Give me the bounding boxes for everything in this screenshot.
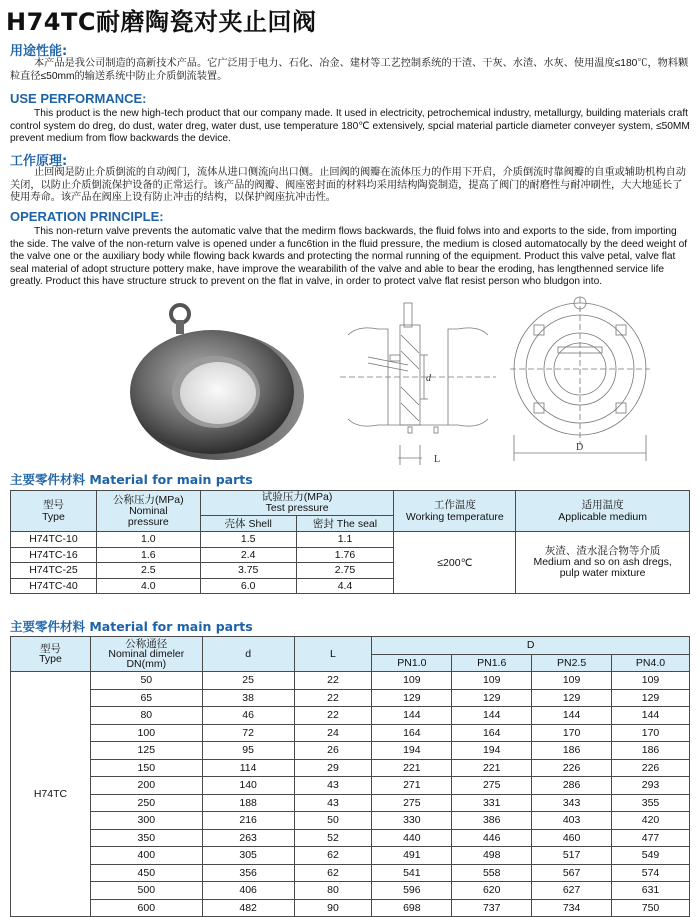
table-row [11,899,690,917]
th-L: L [294,637,372,672]
cell: 50 [294,812,372,830]
cell: 109 [612,672,690,690]
dim-d-label: d [426,373,431,384]
table-row [11,689,690,707]
cell: 450 [90,864,202,882]
cell: 477 [612,829,690,847]
cell: 80 [90,707,202,725]
th-applicable-medium: 适用温度 Applicable medium [516,491,690,532]
cell-medium: 灰渣、渣水混合物等介质 Medium and so on ash dregs, pulp water mixture [516,532,690,594]
cell: 226 [612,759,690,777]
valve-front-drawing [500,295,660,465]
th-test-pressure: 试验压力(MPa) Test pressure [200,491,394,516]
cell: 109 [372,672,452,690]
cell: 558 [452,864,532,882]
cell: 62 [294,864,372,882]
th-nominal-diameter: 公称通径 Nominal dimeler DN(mm) [90,637,202,672]
cell: 574 [612,864,690,882]
cell: 1.76 [296,547,394,563]
th-working-temperature: 工作温度 Working temperature [394,491,516,532]
cell: 43 [294,777,372,795]
cell: 140 [202,777,294,795]
table-row [11,847,690,865]
cell: 406 [202,882,294,900]
principle-heading-cn: 工作原理: [10,154,68,169]
cell: 38 [202,689,294,707]
cell: 734 [532,899,612,917]
cell: 90 [294,899,372,917]
cell: 293 [612,777,690,795]
cell: 194 [372,742,452,760]
page-title: H74TC耐磨陶瓷对夹止回阀 [6,8,317,36]
th-pn10: PN1.0 [372,654,452,672]
cell: 517 [532,847,612,865]
cell: 263 [202,829,294,847]
use-heading-en: USE PERFORMANCE: [10,91,147,106]
cell: 144 [532,707,612,725]
cell: 216 [202,812,294,830]
th-shell: 壳体 Shell [200,516,296,532]
cell: 22 [294,689,372,707]
cell: 129 [532,689,612,707]
cell: 482 [202,899,294,917]
cell: 164 [452,724,532,742]
valve-section-drawing [338,295,498,465]
cell: 186 [612,742,690,760]
cell: 22 [294,672,372,690]
th-type: 型号 Type [11,491,97,532]
cell: 100 [90,724,202,742]
cell: 275 [372,794,452,812]
cell: 144 [612,707,690,725]
cell: 129 [612,689,690,707]
cell: 129 [372,689,452,707]
cell: 72 [202,724,294,742]
cell: 164 [372,724,452,742]
cell: H74TC-40 [11,578,97,594]
cell: 221 [372,759,452,777]
cell: 440 [372,829,452,847]
table-row [11,812,690,830]
table-row [11,777,690,795]
cell: 109 [532,672,612,690]
cell: 186 [532,742,612,760]
cell: 26 [294,742,372,760]
cell: 275 [452,777,532,795]
cell: 50 [90,672,202,690]
cell: 737 [452,899,532,917]
cell: 541 [372,864,452,882]
dim-L-label: L [434,454,441,465]
table-row [11,882,690,900]
table-row [11,672,690,690]
cell: 420 [612,812,690,830]
th-pn40: PN4.0 [612,654,690,672]
th-nominal-pressure: 公称压力(MPa) Nominal pressure [96,491,200,532]
cell: 627 [532,882,612,900]
cell: 2.75 [296,563,394,579]
cell: 750 [612,899,690,917]
cell-type: H74TC [11,672,91,917]
cell: 400 [90,847,202,865]
th-D: D [372,637,690,655]
pressure-table [10,490,690,594]
cell: 200 [90,777,202,795]
th-seal: 密封 The seal [296,516,394,532]
table-row [11,829,690,847]
cell: 226 [532,759,612,777]
cell: 170 [532,724,612,742]
cell: 596 [372,882,452,900]
cell: 125 [90,742,202,760]
cell: 300 [90,812,202,830]
use-text-cn: 本产品是我公司制造的高新技术产品。它广泛用于电力、石化、冶金、建材等工艺控制系统的干渣、干灰、水渣、水灰、使用温度≤180℃，物料颗粒直径≤50mm的输送系统中防止介质倒流装置。 [10,58,689,82]
cell: 114 [202,759,294,777]
cell: 24 [294,724,372,742]
cell: 620 [452,882,532,900]
table-row [11,794,690,812]
cell: 355 [612,794,690,812]
cell: 4.0 [96,578,200,594]
cell: 170 [612,724,690,742]
cell: 500 [90,882,202,900]
valve-photo [128,300,328,462]
cell: 698 [372,899,452,917]
principle-heading-en: OPERATION PRINCIPLE: [10,209,164,224]
cell: 144 [452,707,532,725]
cell: H74TC-16 [11,547,97,563]
cell: 549 [612,847,690,865]
cell: 65 [90,689,202,707]
cell: 129 [452,689,532,707]
cell: 305 [202,847,294,865]
cell: 52 [294,829,372,847]
use-text-en: This product is the new high-tech product that our company made. It used in electricity, petrochemical industry, metallurgy, building materials craft control system do dreg, do dust, water dreg, water dust, use temperature 180℃ extensively, spcial material particle diameter conveyer system, ≤50MM prevent medium from flow backwards the device. [10,108,690,144]
cell: 350 [90,829,202,847]
cell-temperature: ≤200℃ [394,532,516,594]
cell: 150 [90,759,202,777]
cell: 6.0 [200,578,296,594]
dimension-table [10,636,690,917]
cell: 600 [90,899,202,917]
cell: 2.4 [200,547,296,563]
use-heading-cn: 用途性能: [10,44,68,59]
table2-title: 主要零件材料 Material for main parts [10,619,253,634]
dim-D-label: D [576,442,584,453]
cell: 3.75 [200,563,296,579]
cell: 286 [532,777,612,795]
principle-text-cn: 止回阀是防止介质倒流的自动阀门，流体从进口侧流向出口侧。止回阀的阀瓣在流体压力的作用下开启，介质倒流时靠阀瓣的自重或辅助机构自动关闭，以防止介质倒流保护设备的正常运行。该产品的阀瓣、阀座密封面的材料均采用结构陶瓷制造，提高了阀门的耐磨性与耐冲刷性，大大地延长了使用寿命。该产品在阀座上设有防止冲击的结构，以保护阀座抗冲击性。 [10,167,686,203]
cell: 62 [294,847,372,865]
th-pn25: PN2.5 [532,654,612,672]
cell: 631 [612,882,690,900]
cell: 194 [452,742,532,760]
cell: 221 [452,759,532,777]
cell: 343 [532,794,612,812]
cell: 1.5 [200,532,296,548]
table1-title: 主要零件材料 Material for main parts [10,472,253,487]
cell: 250 [90,794,202,812]
cell: 460 [532,829,612,847]
cell: H74TC-10 [11,532,97,548]
table-row [11,707,690,725]
cell: 144 [372,707,452,725]
cell: 29 [294,759,372,777]
table-row [11,724,690,742]
cell: 188 [202,794,294,812]
cell: 491 [372,847,452,865]
cell: 109 [452,672,532,690]
table-row [11,864,690,882]
cell: 403 [532,812,612,830]
cell: 271 [372,777,452,795]
cell: 4.4 [296,578,394,594]
cell: 446 [452,829,532,847]
th-type: 型号 Type [11,637,91,672]
cell: 331 [452,794,532,812]
cell: 356 [202,864,294,882]
table-row [11,742,690,760]
cell: 386 [452,812,532,830]
cell: 1.1 [296,532,394,548]
cell: 80 [294,882,372,900]
cell: H74TC-25 [11,563,97,579]
principle-text-en: This non-return valve prevents the automatic valve that the medirm flows backwards, the fluid folws into and exports to the side, from importing the side. The valve of the non-return valve is opened under a func6tion in the fluid pressure, the medium is closed automatocally by the deed weight of the valve one or the auxiliary body while flowing back kwards and protecting the normal running of the equipment. Product this valve petal, valve flat seal material of adopt structure pottery make, have improve the wearabilith of the valve and able to bear the eroding, has lengthenned service life greatly. Product this have structure struck to prevent on the flat in valve, in order to protect valve flat resist person who bludgon into. [10,226,688,287]
cell: 2.5 [96,563,200,579]
cell: 1.0 [96,532,200,548]
cell: 95 [202,742,294,760]
cell: 25 [202,672,294,690]
th-pn16: PN1.6 [452,654,532,672]
cell: 46 [202,707,294,725]
cell: 330 [372,812,452,830]
cell: 498 [452,847,532,865]
cell: 22 [294,707,372,725]
cell: 43 [294,794,372,812]
table-row [11,759,690,777]
cell: 1.6 [96,547,200,563]
cell: 567 [532,864,612,882]
th-d: d [202,637,294,672]
